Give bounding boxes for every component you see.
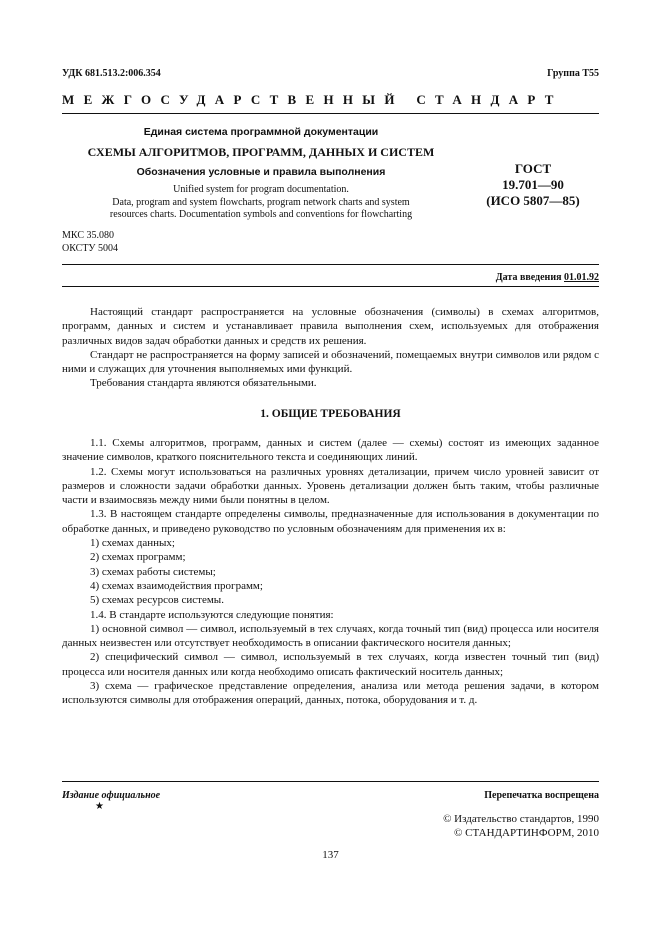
mks-code: МКС 35.080 [62, 230, 114, 241]
page-number: 137 [322, 849, 339, 861]
iso-number: (ИСО 5807—85) [486, 193, 580, 208]
copyright-line: © СТАНДАРТИНФОРМ, 2010 [454, 827, 599, 839]
document-subtitle: Обозначения условные и правила выполнения [136, 166, 386, 178]
copyright-block [443, 812, 599, 840]
udk-code: УДК 681.513.2:006.354 [62, 68, 161, 79]
official-edition: Издание официальное [62, 790, 161, 801]
reprint-notice: Перепечатка воспрещена [484, 790, 599, 801]
section-heading: 1. ОБЩИЕ ТРЕБОВАНИЯ [260, 408, 401, 420]
paragraph: 1.3. В настоящем стандарте определены символы, предназначенные для использования в документации по обработке данных, и приведено руководство по условным обозначениям для применения их в: [62, 508, 599, 535]
group-code: Группа Т55 [547, 68, 599, 79]
date-rule [62, 286, 599, 287]
list-item: 2) схемах программ; [90, 551, 186, 564]
paragraph: 1) основной символ — символ, используемый в тех случаях, когда точный тип (вид) процесса или носителя данных неизвестен или отсутствует необходимость в описании фактического носителя данных; [62, 622, 599, 650]
paragraph: 1.2. Схемы могут использоваться на различных уровнях детализации, причем число уровней зависит от размеров и сложности задачи обработки данных. Уровень детализации должен быть таким, чтобы различные части и взаимосвязь между ними были понятны в целом. [62, 465, 599, 507]
paragraph: 1.4. В стандарте используются следующие понятия: [90, 608, 334, 621]
english-title [62, 184, 460, 222]
english-title-line: resources charts. Documentation symbols and conventions for flowcharting [109, 209, 413, 220]
introduction-date-value: 01.01.92 [564, 272, 599, 283]
introduction-date [496, 272, 599, 283]
paragraph: Требования стандарта являются обязательными. [90, 377, 317, 390]
interstate-standard-heading: МЕЖГОСУДАРСТВЕННЫЙ СТАНДАРТ [62, 92, 563, 107]
gost-label: ГОСТ [514, 161, 552, 176]
introduction-date-label: Дата введения [495, 272, 562, 283]
okstu-code: ОКСТУ 5004 [62, 242, 119, 254]
paragraph: 1.1. Схемы алгоритмов, программ, данных и систем (далее — схемы) состоят из имеющих заданное значение символов, краткого пояснительного текста и соединяющих линий. [62, 437, 599, 464]
gost-number: 19.701—90 [502, 177, 564, 192]
document-title: СХЕМЫ АЛГОРИТМОВ, ПРОГРАММ, ДАННЫХ И СИСТЕМ [87, 145, 435, 159]
paragraph: 2) специфический символ — символ, используемый в тех случаях, когда известен точный тип (вид) процесса или носителя данных или когда необходимо описать фактический носитель данных; [62, 651, 599, 678]
footer-rule [62, 781, 599, 782]
codes-rule [62, 264, 599, 265]
header-rule [62, 113, 599, 114]
paragraph: Стандарт не распространяется на форму записей и обозначений, помещаемых внутри символов или рядом с ними и служащих для уточнения выполняемых ими функций. [62, 348, 599, 376]
english-title-line: Data, program and system flowcharts, program network charts and system [112, 196, 410, 208]
gost-designation [468, 161, 598, 209]
star-icon: ★ [95, 801, 104, 812]
section-text [62, 436, 599, 708]
intro-text [62, 305, 599, 391]
classification-codes [62, 230, 118, 255]
list-item: 4) схемах взаимодействия программ; [90, 579, 263, 592]
list-item: 3) схемах работы системы; [90, 565, 216, 578]
paragraph: 3) схема — графическое представление определения, анализа или метода решения задачи, в котором используются символы для отображения операций, данных, потока, оборудования и т. д. [62, 680, 599, 707]
system-title: Единая система программной документации [143, 126, 379, 138]
list-item: 5) схемах ресурсов системы. [90, 594, 224, 607]
paragraph: Настоящий стандарт распространяется на условные обозначения (символы) в схемах алгоритмов, программ, данных и систем и устанавливает правила выполнения схем, используемых для отображения различных видов задач обработки данных и средств их решения. [62, 306, 599, 347]
list-item: 1) схемах данных; [90, 537, 175, 550]
english-title-line: Unified system for program documentation. [173, 184, 349, 195]
copyright-line: © Издательство стандартов, 1990 [443, 813, 599, 825]
